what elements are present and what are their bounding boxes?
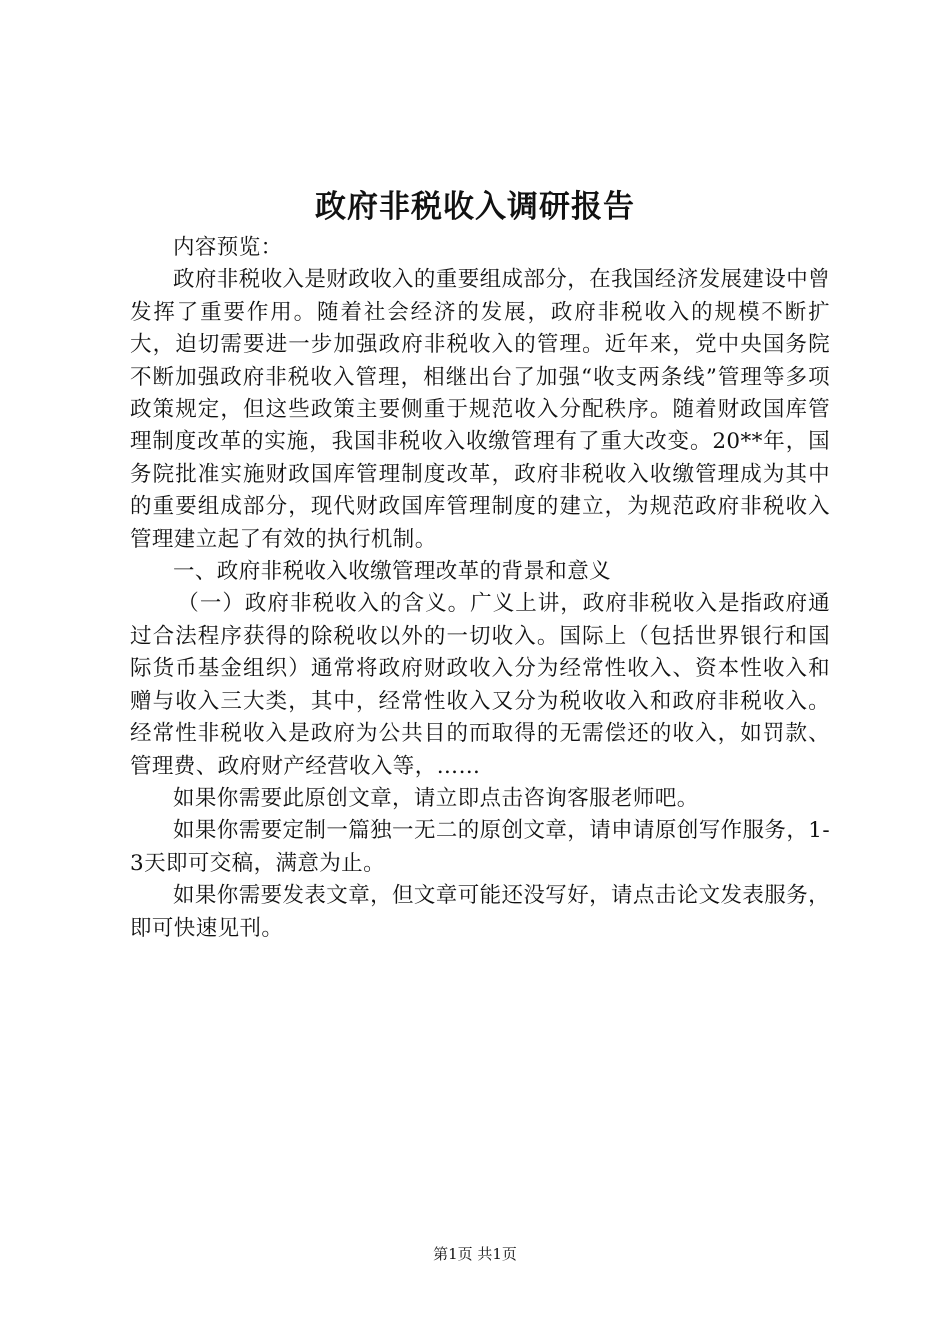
promo-paragraph-consult: 如果你需要此原创文章，请立即点击咨询客服老师吧。 bbox=[173, 785, 699, 811]
preview-label: 内容预览： bbox=[173, 235, 283, 260]
section-heading: 一、政府非税收入收缴管理改革的背景和意义 bbox=[173, 559, 612, 585]
page-number-footer: 第1页 共1页 bbox=[433, 1245, 517, 1263]
intro-paragraph: 政府非税收入是财政收入的重要组成部分，在我国经济发展建设中曾发挥了重要作用。随着社会经济的发展，政府非税收入的规模不断扩大，迫切需要进一步加强政府非税收入的管理。近年来，党中央国务院不断加强政府非税收入管理，相继出台了加强“收支两条线”管理等多项政策规定，但这些政策主要侧重于规范收入分配秩序。随着财政国库管理制度改革的实施，我国非税收入收缴管理有了重大改变。20**年，国务院批准实施财政国库管理制度改革，政府非税收入收缴管理成为其中的重要组成部分，现代财政国库管理制度的建立，为规范政府非税收入管理建立起了有效的执行机制。 bbox=[130, 267, 831, 552]
document-body bbox=[130, 232, 830, 945]
promo-paragraph-custom: 如果你需要定制一篇独一无二的原创文章，请申请原创写作服务，1-3天即可交稿，满意为止。 bbox=[130, 818, 830, 876]
definition-paragraph: （一）政府非税收入的含义。广义上讲，政府非税收入是指政府通过合法程序获得的除税收以外的一切收入。国际上（包括世界银行和国际货币基金组织）通常将政府财政收入分为经常性收入、资本性收入和赠与收入三大类，其中，经常性收入又分为税收收入和政府非税收入。经常性非税收入是政府为公共目的而取得的无需偿还的收入，如罚款、管理费、政府财产经营收入等，…… bbox=[130, 591, 830, 779]
promo-paragraph-publish: 如果你需要发表文章，但文章可能还没写好，请点击论文发表服务，即可快速见刊。 bbox=[130, 883, 831, 941]
document-title: 政府非税收入调研报告 bbox=[315, 189, 635, 225]
